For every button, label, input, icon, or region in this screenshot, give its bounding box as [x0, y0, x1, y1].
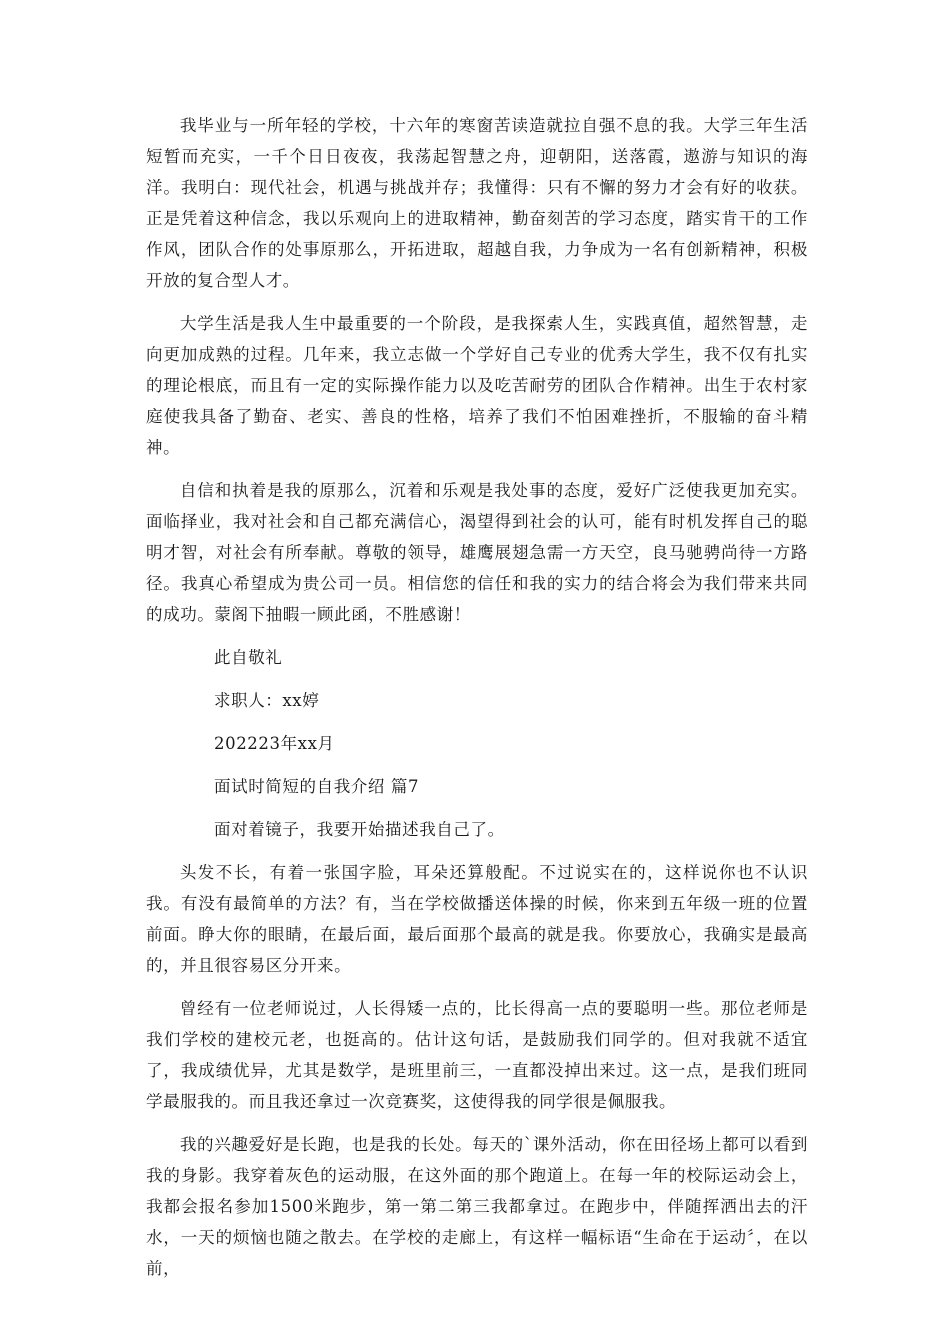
paragraph-college-life: 大学生活是我人生中最重要的一个阶段，是我探索人生，实践真值，超然智慧，走向更加成熟的过程。几年来，我立志做一个学好自己专业的优秀大学生，我不仅有扎实的理论根底，而且有一定的实际操作能力以及吃苦耐劳的团队合作精神。出生于农村家庭使我具备了勤奋、老实、善良的性格，培养了我们不怕困难挫折，不服输的奋斗精神。: [146, 314, 808, 457]
section-title: 面试时简短的自我介绍 篇7: [214, 777, 420, 796]
paragraph-running: 我的兴趣爱好是长跑，也是我的长处。每天的`课外活动，你在田径场上都可以看到我的身影。我穿着灰色的运动服，在这外面的那个跑道上。在每一年的校际运动会上，我都会报名参加1500米跑步，第一第二第三我都拿过。在跑步中，伴随挥洒出去的汗水，一天的烦恼也随之散去。在学校的走廊上，有这样一幅标语“生命在于运动〞，在以前，: [146, 1135, 808, 1278]
date: 202223年xx月: [214, 734, 335, 753]
paragraph-graduation: 我毕业与一所年轻的学校，十六年的寒窗苦读造就拉自强不息的我。大学三年生活短暂而充实，一千个日日夜夜，我荡起智慧之舟，迎朝阳，送落霞，遨游与知识的海洋。我明白：现代社会，机遇与挑战并存；我懂得：只有不懈的努力才会有好的收获。正是凭着这种信念，我以乐观向上的进取精神，勤奋刻苦的学习态度，踏实肯干的工作作风，团队合作的处事原那么，开拓进取，超越自我，力争成为一名有创新精神，积极开放的复合型人才。: [146, 116, 808, 290]
section-intro: 面对着镜子，我要开始描述我自己了。: [214, 820, 505, 839]
paragraph-confidence: 自信和执着是我的原那么，沉着和乐观是我处事的态度，爱好广泛使我更加充实。面临择业，我对社会和自己都充满信心，渴望得到社会的认可，能有时机发挥自己的聪明才智，对社会有所奉献。尊敬的领导，雄鹰展翅急需一方天空，良马驰骋尚待一方路径。我真心希望成为贵公司一员。相信您的信任和我的实力的结合将会为我们带来共同的成功。蒙阁下抽暇一顾此函，不胜感谢！: [146, 481, 808, 624]
signature: 求职人：xx婷: [214, 691, 320, 710]
document-body: [146, 110, 808, 1296]
paragraph-teacher: 曾经有一位老师说过，人长得矮一点的，比长得高一点的要聪明一些。那位老师是我们学校的建校元老，也挺高的。估计这句话，是鼓励我们同学的。但对我就不适宜了，我成绩优异，尤其是数学，是班里前三，一直都没掉出来过。这一点，是我们班同学最服我的。而且我还拿过一次竞赛奖，这使得我的同学很是佩服我。: [146, 999, 808, 1111]
paragraph-appearance: 头发不长，有着一张国字脸，耳朵还算般配。不过说实在的，这样说你也不认识我。有没有最简单的方法？有，当在学校做播送体操的时候，你来到五年级一班的位置前面。睁大你的眼睛，在最后面，最后面那个最高的就是我。你要放心，我确实是最高的，并且很容易区分开来。: [146, 863, 808, 975]
closing-salutation: 此自敬礼: [214, 648, 283, 667]
